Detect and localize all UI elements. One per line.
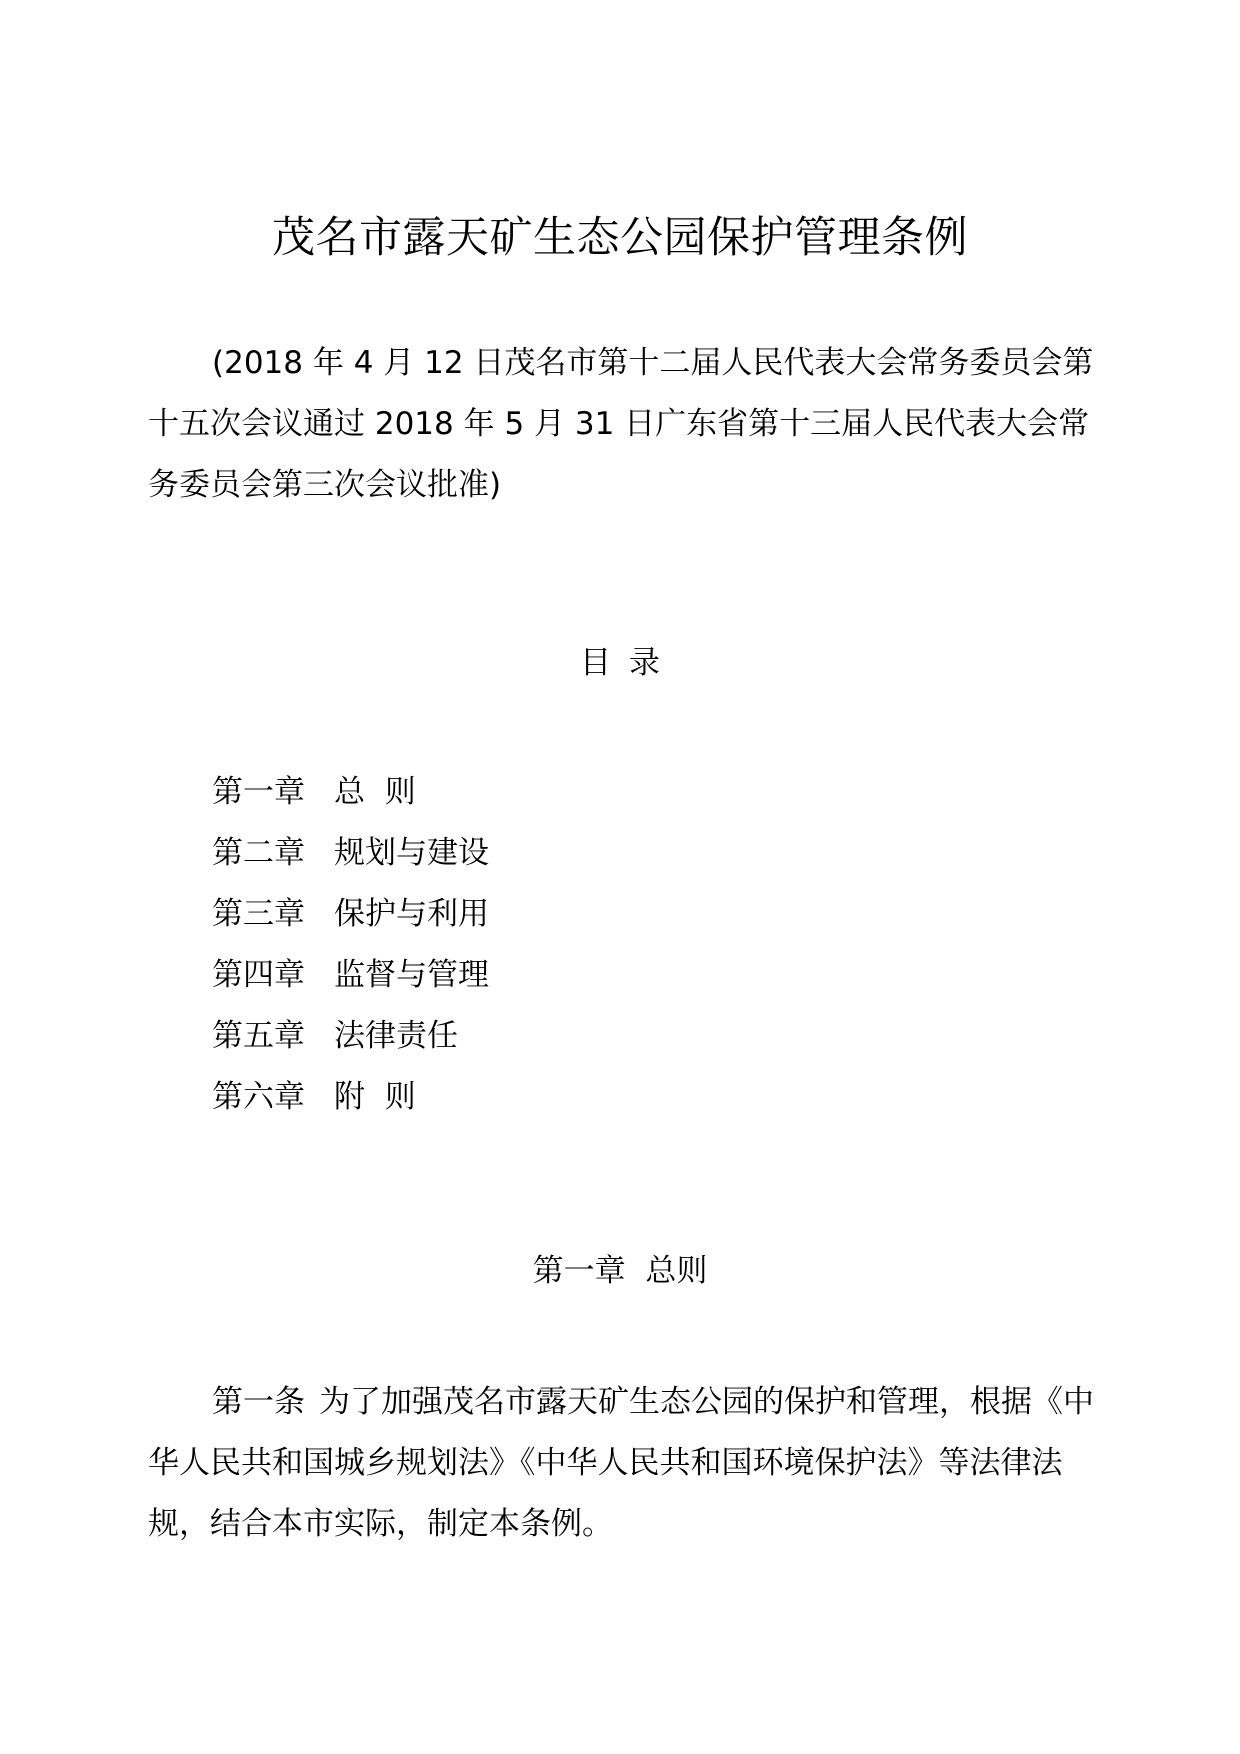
document-title: 茂名市露天矿生态公园保护管理条例 [272,213,968,263]
table-of-contents [212,762,489,1128]
adoption-note: (2018 年 4 月 12 日茂名市第十二届人民代表大会常务委员会第十五次会议通过 2018 年 5 月 31 日广东省第十三届人民代表大会常务委员会第三次会议批准) [148,345,1094,503]
toc-item-chapter-3 [212,884,489,945]
toc-item-chapter-4 [212,945,489,1006]
toc-chapter-title: 监督与管理 [334,957,489,993]
toc-item-chapter-2 [212,823,489,884]
article-number: 第一条 [212,1384,305,1420]
toc-chapter-title: 保护与利用 [334,896,489,932]
article-text: 为了加强茂名市露天矿生态公园的保护和管理，根据《中华人民共和国城乡规划法》《中华人民共和国环境保护法》等法律法规，结合本市实际，制定本条例。 [148,1384,1094,1542]
toc-chapter-title: 附 则 [334,1079,416,1115]
toc-chapter-number: 第三章 [212,896,305,932]
chapter-one-heading: 第一章 总则 [532,1253,708,1289]
toc-item-chapter-5 [212,1006,489,1067]
toc-chapter-number: 第二章 [212,835,305,871]
toc-heading: 目录 [580,645,678,681]
toc-chapter-number: 第一章 [212,774,305,810]
toc-chapter-number: 第五章 [212,1018,305,1054]
toc-chapter-title: 法律责任 [334,1018,458,1054]
toc-chapter-title: 规划与建设 [334,835,489,871]
toc-chapter-title: 总 则 [334,774,416,810]
article-one [148,1372,1098,1555]
toc-item-chapter-1 [212,762,489,823]
toc-chapter-number: 第六章 [212,1079,305,1115]
toc-item-chapter-6 [212,1067,489,1128]
toc-chapter-number: 第四章 [212,957,305,993]
